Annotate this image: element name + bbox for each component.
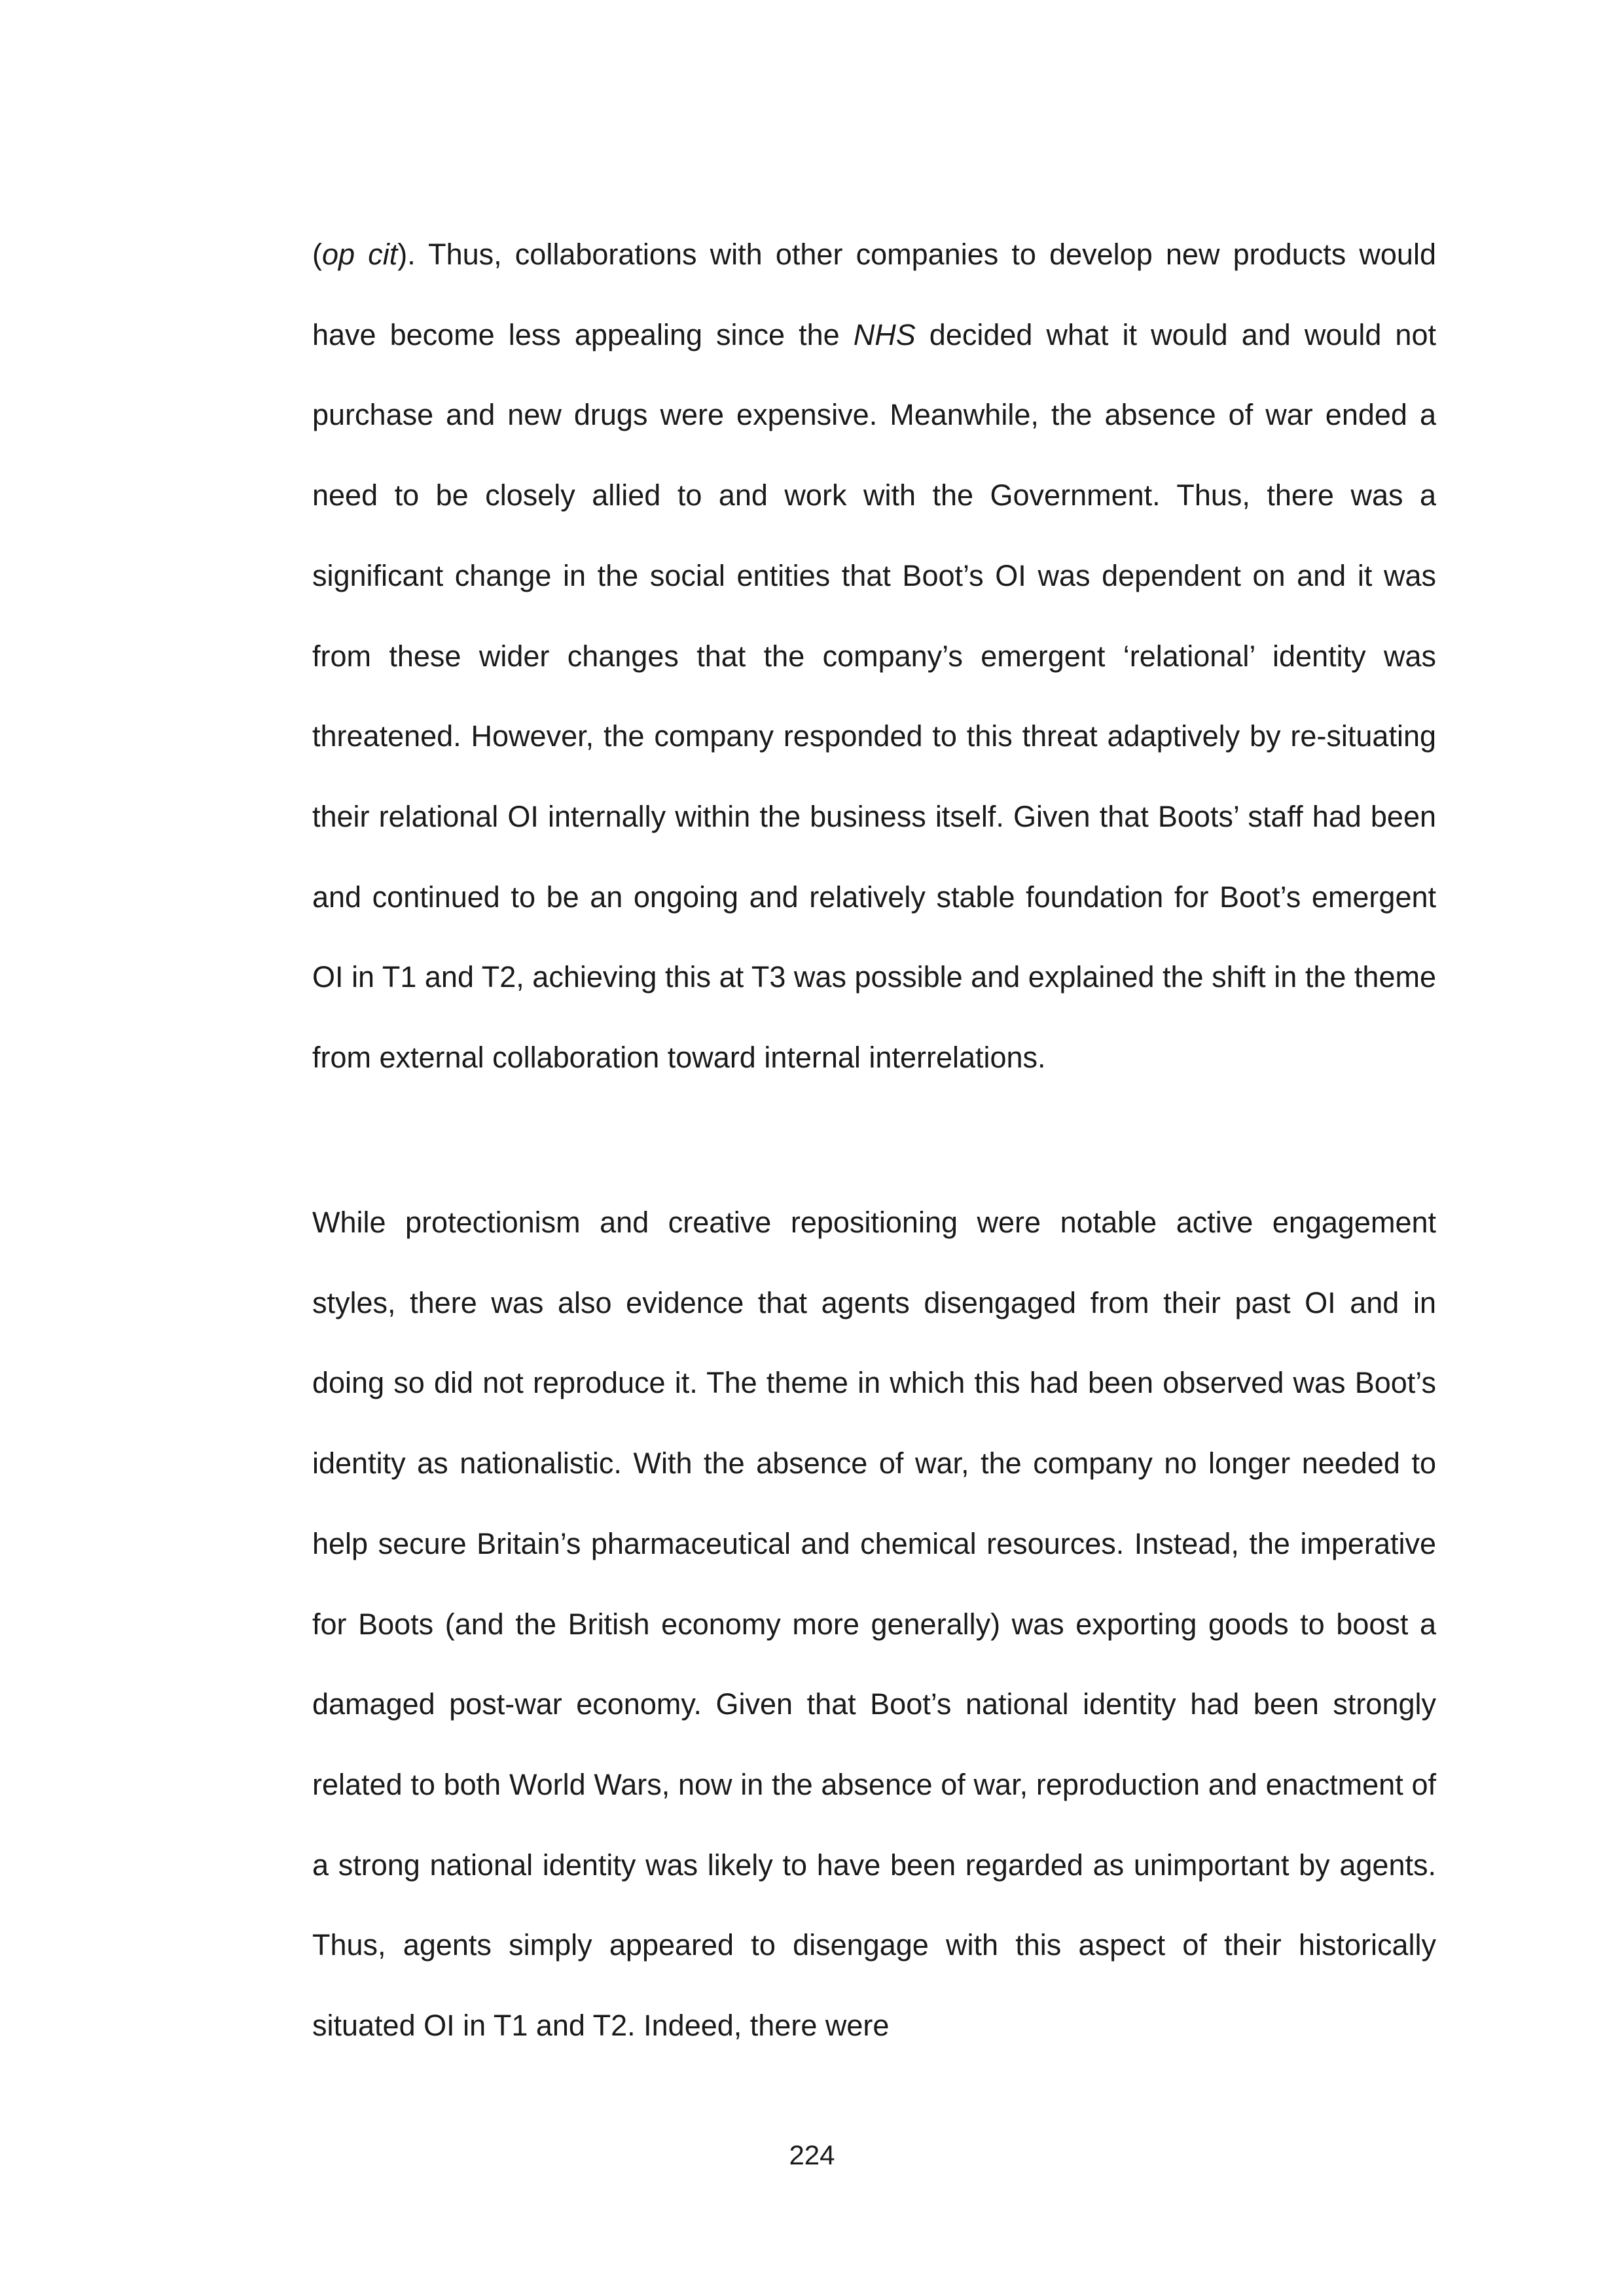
body-paragraph-2: While protectionism and creative repositioning were notable active engagement styles, there was also evidence that agents disengaged from their past OI and in doing so did not reproduce it. The theme in which this had been observed was Boot’s identity as nationalistic. With the absence of war, the company no longer needed to help secure Britain’s pharmaceutical and chemical resources. Instead, the imperative for Boots (and the British economy more generally) was exporting goods to boost a damaged post-war economy. Given that Boot’s national identity had been strongly related to both World Wars, now in the absence of war, reproduction and enactment of a strong national identity was likely to have been regarded as unimportant by agents. Thus, agents simply appeared to disengage with this aspect of their historically situated OI in T1 and T2. Indeed, there were <box>312 1206 1436 2043</box>
body-paragraph-1 <box>312 215 1436 1098</box>
paragraph-1-open-paren: ( <box>312 238 322 271</box>
italic-nhs: NHS <box>853 317 916 351</box>
italic-op-cit: op cit <box>322 238 398 271</box>
page-number: 224 <box>789 2140 835 2170</box>
paragraph-1-text-a: ). Thus, collaborations with other companies to develop new products would have become less appealing since the <box>312 238 1436 351</box>
paragraph-1-text-b: decided what it would and would not purchase and new drugs were expensive. Meanwhile, the absence of war ended a need to be closely allied to and work with the Government. Thus, there was a significant change in the social entities that Boot’s OI was dependent on and it was from these wider changes that the company’s emergent ‘relational’ identity was threatened. However, the company responded to this threat adaptively by re-situating their relational OI internally within the business itself. Given that Boots’ staff had been and continued to be an ongoing and relatively stable foundation for Boot’s emergent OI in T1 and T2, achieving this at T3 was possible and explained the shift in the theme from external collaboration toward internal interrelations. <box>312 317 1436 1075</box>
